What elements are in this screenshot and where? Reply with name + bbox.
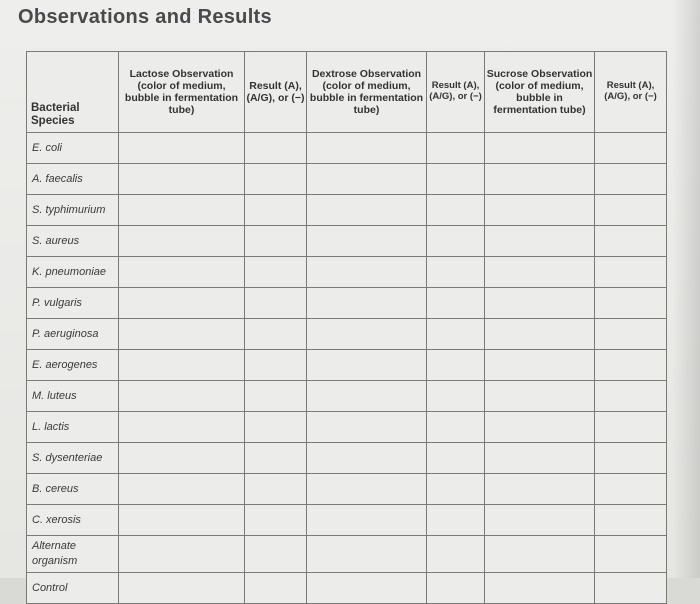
- lactose-result-cell[interactable]: [245, 505, 307, 536]
- sucrose-result-cell[interactable]: [595, 381, 667, 412]
- lactose-result-cell[interactable]: [245, 226, 307, 257]
- dextrose-observation-cell[interactable]: [307, 133, 427, 164]
- dextrose-observation-cell[interactable]: [307, 164, 427, 195]
- sucrose-observation-cell[interactable]: [485, 474, 595, 505]
- header-lactose-observation: Lactose Observation (color of medium, bubble in fermentation tube): [119, 52, 245, 133]
- species-cell: B. cereus: [27, 474, 119, 505]
- header-dextrose-observation: Dextrose Observation (color of medium, bubble in fermentation tube): [307, 52, 427, 133]
- dextrose-result-cell[interactable]: [427, 133, 485, 164]
- sucrose-result-cell[interactable]: [595, 536, 667, 573]
- lactose-observation-cell[interactable]: [119, 195, 245, 226]
- lactose-observation-cell[interactable]: [119, 505, 245, 536]
- lactose-observation-cell[interactable]: [119, 474, 245, 505]
- dextrose-result-cell[interactable]: [427, 381, 485, 412]
- table-row: [27, 474, 667, 505]
- species-cell: A. faecalis: [27, 164, 119, 195]
- table-row: [27, 133, 667, 164]
- dextrose-result-cell[interactable]: [427, 319, 485, 350]
- table-row: [27, 381, 667, 412]
- table-row: [27, 319, 667, 350]
- dextrose-result-cell[interactable]: [427, 195, 485, 226]
- table-row: [27, 573, 667, 604]
- table-row: [27, 350, 667, 381]
- dextrose-result-cell[interactable]: [427, 443, 485, 474]
- dextrose-result-cell[interactable]: [427, 474, 485, 505]
- dextrose-result-cell[interactable]: [427, 350, 485, 381]
- lactose-observation-cell[interactable]: [119, 381, 245, 412]
- sucrose-observation-cell[interactable]: [485, 133, 595, 164]
- species-cell: M. luteus: [27, 381, 119, 412]
- header-sucrose-observation: Sucrose Observation (color of medium, bubble in fermentation tube): [485, 52, 595, 133]
- dextrose-result-cell[interactable]: [427, 288, 485, 319]
- sucrose-result-cell[interactable]: [595, 350, 667, 381]
- lactose-observation-cell[interactable]: [119, 319, 245, 350]
- table-row: [27, 443, 667, 474]
- sucrose-result-cell[interactable]: [595, 164, 667, 195]
- sucrose-result-cell[interactable]: [595, 319, 667, 350]
- lactose-result-cell[interactable]: [245, 412, 307, 443]
- lactose-observation-cell[interactable]: [119, 226, 245, 257]
- dextrose-result-cell[interactable]: [427, 573, 485, 604]
- table-row: [27, 536, 667, 573]
- sucrose-observation-cell[interactable]: [485, 505, 595, 536]
- sucrose-observation-cell[interactable]: [485, 226, 595, 257]
- table-row: [27, 257, 667, 288]
- sucrose-observation-cell[interactable]: [485, 573, 595, 604]
- dextrose-observation-cell[interactable]: [307, 505, 427, 536]
- lactose-result-cell[interactable]: [245, 443, 307, 474]
- dextrose-result-cell[interactable]: [427, 226, 485, 257]
- dextrose-observation-cell[interactable]: [307, 381, 427, 412]
- sucrose-result-cell[interactable]: [595, 474, 667, 505]
- species-cell: E. coli: [27, 133, 119, 164]
- dextrose-result-cell[interactable]: [427, 164, 485, 195]
- sucrose-observation-cell[interactable]: [485, 350, 595, 381]
- lactose-result-cell[interactable]: [245, 319, 307, 350]
- table-row: [27, 412, 667, 443]
- sucrose-result-cell[interactable]: [595, 195, 667, 226]
- species-cell: C. xerosis: [27, 505, 119, 536]
- lactose-observation-cell[interactable]: [119, 573, 245, 604]
- sucrose-observation-cell[interactable]: [485, 443, 595, 474]
- lactose-observation-cell[interactable]: [119, 288, 245, 319]
- dextrose-result-cell[interactable]: [427, 536, 485, 573]
- dextrose-observation-cell[interactable]: [307, 319, 427, 350]
- table-row: [27, 288, 667, 319]
- table-row: [27, 505, 667, 536]
- sucrose-result-cell[interactable]: [595, 226, 667, 257]
- dextrose-observation-cell[interactable]: [307, 412, 427, 443]
- species-cell: Alternate organism: [27, 536, 119, 573]
- sucrose-observation-cell[interactable]: [485, 195, 595, 226]
- lactose-result-cell[interactable]: [245, 381, 307, 412]
- sucrose-result-cell[interactable]: [595, 412, 667, 443]
- sucrose-result-cell[interactable]: [595, 257, 667, 288]
- page-edge-shadow: [672, 0, 700, 578]
- species-cell: L. lactis: [27, 412, 119, 443]
- lactose-result-cell[interactable]: [245, 536, 307, 573]
- lactose-observation-cell[interactable]: [119, 412, 245, 443]
- header-lactose-result: Result (A), (A/G), or (−): [245, 52, 307, 133]
- lactose-observation-cell[interactable]: [119, 164, 245, 195]
- lactose-result-cell[interactable]: [245, 133, 307, 164]
- dextrose-observation-cell[interactable]: [307, 474, 427, 505]
- dextrose-observation-cell[interactable]: [307, 536, 427, 573]
- lactose-observation-cell[interactable]: [119, 257, 245, 288]
- species-cell: P. vulgaris: [27, 288, 119, 319]
- sucrose-result-cell[interactable]: [595, 505, 667, 536]
- sucrose-result-cell[interactable]: [595, 288, 667, 319]
- lactose-result-cell[interactable]: [245, 288, 307, 319]
- page-title: Observations and Results: [18, 6, 272, 28]
- dextrose-result-cell[interactable]: [427, 412, 485, 443]
- lactose-observation-cell[interactable]: [119, 350, 245, 381]
- sucrose-observation-cell[interactable]: [485, 536, 595, 573]
- lactose-result-cell[interactable]: [245, 257, 307, 288]
- sucrose-result-cell[interactable]: [595, 133, 667, 164]
- table-row: [27, 226, 667, 257]
- lactose-result-cell[interactable]: [245, 474, 307, 505]
- dextrose-observation-cell[interactable]: [307, 350, 427, 381]
- dextrose-observation-cell[interactable]: [307, 257, 427, 288]
- dextrose-observation-cell[interactable]: [307, 573, 427, 604]
- lactose-observation-cell[interactable]: [119, 536, 245, 573]
- species-cell: S. aureus: [27, 226, 119, 257]
- sucrose-observation-cell[interactable]: [485, 288, 595, 319]
- lactose-result-cell[interactable]: [245, 195, 307, 226]
- header-dextrose-result: Result (A), (A/G), or (−): [427, 52, 485, 133]
- results-table-wrapper: [26, 51, 666, 594]
- species-cell: P. aeruginosa: [27, 319, 119, 350]
- dextrose-result-cell[interactable]: [427, 257, 485, 288]
- header-species: Bacterial Species: [27, 52, 119, 133]
- sucrose-result-cell[interactable]: [595, 443, 667, 474]
- sucrose-observation-cell[interactable]: [485, 381, 595, 412]
- species-cell: K. pneumoniae: [27, 257, 119, 288]
- sucrose-observation-cell[interactable]: [485, 319, 595, 350]
- table-body: [27, 133, 667, 604]
- header-sucrose-result: Result (A), (A/G), or (−): [595, 52, 667, 133]
- species-cell: E. aerogenes: [27, 350, 119, 381]
- lactose-result-cell[interactable]: [245, 573, 307, 604]
- table-row: [27, 164, 667, 195]
- species-cell: Control: [27, 573, 119, 604]
- lactose-result-cell[interactable]: [245, 350, 307, 381]
- header-row: [27, 52, 667, 133]
- lactose-observation-cell[interactable]: [119, 133, 245, 164]
- dextrose-observation-cell[interactable]: [307, 195, 427, 226]
- dextrose-observation-cell[interactable]: [307, 226, 427, 257]
- sucrose-observation-cell[interactable]: [485, 164, 595, 195]
- species-cell: S. dysenteriae: [27, 443, 119, 474]
- sucrose-observation-cell[interactable]: [485, 412, 595, 443]
- table-row: [27, 195, 667, 226]
- sucrose-observation-cell[interactable]: [485, 257, 595, 288]
- lactose-result-cell[interactable]: [245, 164, 307, 195]
- results-table: [26, 51, 667, 604]
- dextrose-observation-cell[interactable]: [307, 443, 427, 474]
- dextrose-result-cell[interactable]: [427, 505, 485, 536]
- species-cell: S. typhimurium: [27, 195, 119, 226]
- sucrose-result-cell[interactable]: [595, 573, 667, 604]
- lactose-observation-cell[interactable]: [119, 443, 245, 474]
- dextrose-observation-cell[interactable]: [307, 288, 427, 319]
